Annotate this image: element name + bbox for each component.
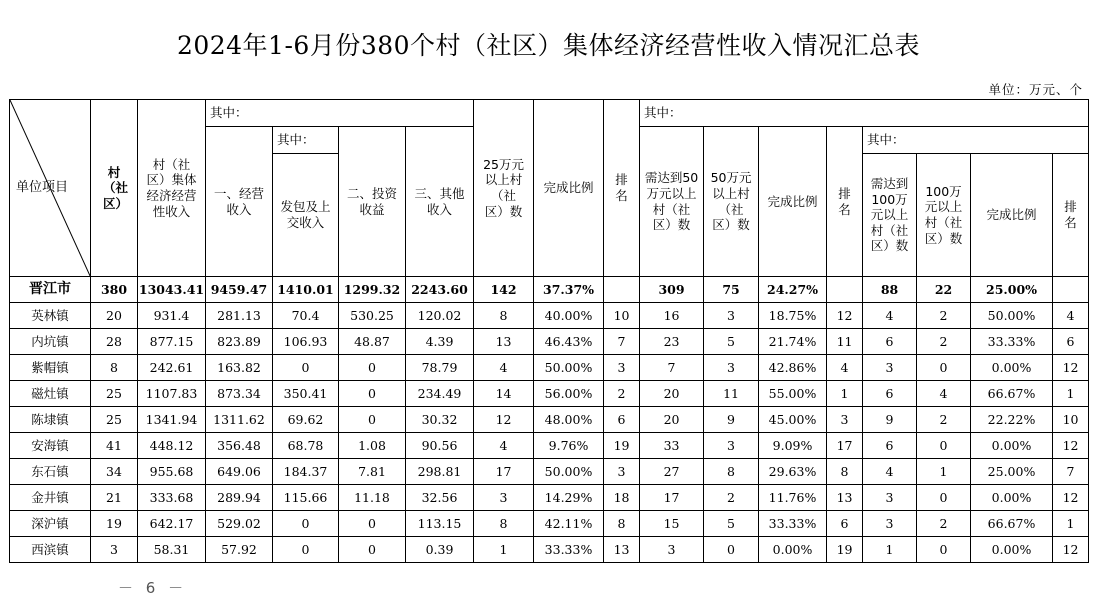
cell-need50: 309 <box>640 277 704 303</box>
cell-operating: 823.89 <box>206 329 273 355</box>
cell-rank1: 18 <box>604 485 640 511</box>
cell-rank1: 8 <box>604 511 640 537</box>
summary-table <box>9 99 1089 563</box>
cell-ratio2: 0.00% <box>759 537 827 563</box>
cell-operating: 529.02 <box>206 511 273 537</box>
cell-name: 东石镇 <box>10 459 91 485</box>
cell-need50: 23 <box>640 329 704 355</box>
table-row <box>10 303 1089 329</box>
cell-operating: 1311.62 <box>206 407 273 433</box>
cell-investment: 1.08 <box>339 433 406 459</box>
cell-investment: 48.87 <box>339 329 406 355</box>
cell-ratio3: 22.22% <box>971 407 1053 433</box>
cell-contract: 350.41 <box>273 381 339 407</box>
cell-income: 333.68 <box>138 485 206 511</box>
cell-income: 242.61 <box>138 355 206 381</box>
cell-other: 30.32 <box>406 407 474 433</box>
cell-rank1: 19 <box>604 433 640 459</box>
cell-investment: 0 <box>339 381 406 407</box>
cell-name: 西滨镇 <box>10 537 91 563</box>
header-villages: 村（社区） <box>91 100 138 277</box>
cell-rank1: 3 <box>604 355 640 381</box>
cell-income: 931.4 <box>138 303 206 329</box>
cell-need100: 4 <box>863 303 917 329</box>
cell-over50: 8 <box>704 459 759 485</box>
cell-investment: 0 <box>339 407 406 433</box>
cell-rank3 <box>1053 277 1089 303</box>
cell-need100: 3 <box>863 511 917 537</box>
cell-rank1: 13 <box>604 537 640 563</box>
header-need100: 需达到100万元以上村（社区）数 <box>863 154 917 277</box>
cell-rank3: 4 <box>1053 303 1089 329</box>
cell-over50: 75 <box>704 277 759 303</box>
cell-villages: 25 <box>91 381 138 407</box>
cell-over25: 14 <box>474 381 534 407</box>
cell-name: 陈埭镇 <box>10 407 91 433</box>
cell-name: 磁灶镇 <box>10 381 91 407</box>
cell-need50: 20 <box>640 381 704 407</box>
header-other: 三、其他收入 <box>406 127 474 277</box>
cell-ratio2: 18.75% <box>759 303 827 329</box>
header-income-total: 村（社区）集体经济经营性收入 <box>138 100 206 277</box>
header-over100: 100万元以上村（社区）数 <box>917 154 971 277</box>
cell-ratio2: 9.09% <box>759 433 827 459</box>
cell-other: 234.49 <box>406 381 474 407</box>
cell-over25: 3 <box>474 485 534 511</box>
cell-over50: 2 <box>704 485 759 511</box>
cell-ratio3: 66.67% <box>971 511 1053 537</box>
cell-need100: 4 <box>863 459 917 485</box>
cell-ratio3: 25.00% <box>971 459 1053 485</box>
cell-other: 90.56 <box>406 433 474 459</box>
cell-need100: 1 <box>863 537 917 563</box>
cell-other: 78.79 <box>406 355 474 381</box>
cell-ratio1: 40.00% <box>534 303 604 329</box>
cell-operating: 289.94 <box>206 485 273 511</box>
header-of-which-targets: 其中： <box>640 100 1089 127</box>
cell-need50: 15 <box>640 511 704 537</box>
table-row <box>10 511 1089 537</box>
cell-rank2: 19 <box>827 537 863 563</box>
cell-name: 内坑镇 <box>10 329 91 355</box>
cell-over25: 142 <box>474 277 534 303</box>
cell-rank1: 7 <box>604 329 640 355</box>
cell-villages: 28 <box>91 329 138 355</box>
table-row <box>10 329 1089 355</box>
cell-ratio2: 11.76% <box>759 485 827 511</box>
cell-ratio2: 42.86% <box>759 355 827 381</box>
cell-contract: 1410.01 <box>273 277 339 303</box>
cell-villages: 3 <box>91 537 138 563</box>
table-row <box>10 537 1089 563</box>
cell-ratio3: 0.00% <box>971 433 1053 459</box>
cell-investment: 1299.32 <box>339 277 406 303</box>
cell-ratio2: 55.00% <box>759 381 827 407</box>
cell-name: 紫帽镇 <box>10 355 91 381</box>
cell-income: 877.15 <box>138 329 206 355</box>
cell-ratio1: 46.43% <box>534 329 604 355</box>
cell-other: 2243.60 <box>406 277 474 303</box>
cell-villages: 25 <box>91 407 138 433</box>
table-row <box>10 381 1089 407</box>
cell-ratio3: 25.00% <box>971 277 1053 303</box>
cell-rank3: 1 <box>1053 381 1089 407</box>
header-over50: 50万元以上村（社区）数 <box>704 127 759 277</box>
cell-rank1 <box>604 277 640 303</box>
cell-rank3: 10 <box>1053 407 1089 433</box>
cell-rank1: 10 <box>604 303 640 329</box>
cell-need100: 6 <box>863 381 917 407</box>
cell-ratio3: 0.00% <box>971 485 1053 511</box>
cell-rank2: 4 <box>827 355 863 381</box>
cell-rank2: 6 <box>827 511 863 537</box>
cell-rank3: 12 <box>1053 537 1089 563</box>
cell-operating: 649.06 <box>206 459 273 485</box>
cell-investment: 0 <box>339 355 406 381</box>
cell-over100: 1 <box>917 459 971 485</box>
cell-contract: 0 <box>273 537 339 563</box>
cell-contract: 106.93 <box>273 329 339 355</box>
header-contract: 发包及上交收入 <box>273 154 339 277</box>
cell-villages: 19 <box>91 511 138 537</box>
cell-need100: 3 <box>863 485 917 511</box>
cell-need100: 9 <box>863 407 917 433</box>
header-rank2: 排名 <box>827 127 863 277</box>
cell-ratio3: 50.00% <box>971 303 1053 329</box>
cell-need50: 3 <box>640 537 704 563</box>
cell-rank3: 12 <box>1053 485 1089 511</box>
header-investment: 二、投资收益 <box>339 127 406 277</box>
header-rank3: 排名 <box>1053 154 1089 277</box>
cell-ratio2: 45.00% <box>759 407 827 433</box>
cell-over100: 2 <box>917 511 971 537</box>
cell-need50: 7 <box>640 355 704 381</box>
cell-investment: 0 <box>339 511 406 537</box>
cell-operating: 873.34 <box>206 381 273 407</box>
cell-other: 4.39 <box>406 329 474 355</box>
header-unit-item-label: 单位项目 <box>16 180 69 195</box>
cell-need100: 6 <box>863 433 917 459</box>
cell-rank2: 11 <box>827 329 863 355</box>
cell-over25: 17 <box>474 459 534 485</box>
header-unit-item <box>10 100 91 277</box>
cell-contract: 184.37 <box>273 459 339 485</box>
cell-ratio1: 42.11% <box>534 511 604 537</box>
cell-contract: 68.78 <box>273 433 339 459</box>
cell-rank3: 12 <box>1053 355 1089 381</box>
cell-villages: 20 <box>91 303 138 329</box>
cell-rank1: 2 <box>604 381 640 407</box>
cell-over25: 1 <box>474 537 534 563</box>
cell-rank2: 1 <box>827 381 863 407</box>
header-need50: 需达到50万元以上村（社区）数 <box>640 127 704 277</box>
table-row <box>10 355 1089 381</box>
cell-over50: 5 <box>704 329 759 355</box>
unit-label: 单位：万元、个 <box>988 82 1083 97</box>
cell-over100: 0 <box>917 485 971 511</box>
cell-ratio3: 0.00% <box>971 537 1053 563</box>
cell-rank2: 12 <box>827 303 863 329</box>
cell-over25: 13 <box>474 329 534 355</box>
cell-contract: 0 <box>273 355 339 381</box>
cell-villages: 41 <box>91 433 138 459</box>
cell-rank1: 6 <box>604 407 640 433</box>
cell-over25: 4 <box>474 355 534 381</box>
cell-rank3: 6 <box>1053 329 1089 355</box>
cell-income: 13043.41 <box>138 277 206 303</box>
cell-other: 113.15 <box>406 511 474 537</box>
cell-other: 0.39 <box>406 537 474 563</box>
cell-income: 955.68 <box>138 459 206 485</box>
cell-over25: 12 <box>474 407 534 433</box>
cell-villages: 380 <box>91 277 138 303</box>
cell-need50: 16 <box>640 303 704 329</box>
cell-over100: 0 <box>917 537 971 563</box>
cell-need50: 27 <box>640 459 704 485</box>
cell-investment: 530.25 <box>339 303 406 329</box>
cell-rank2: 3 <box>827 407 863 433</box>
cell-over100: 2 <box>917 329 971 355</box>
header-of-which-income: 其中： <box>206 100 474 127</box>
cell-ratio1: 33.33% <box>534 537 604 563</box>
cell-operating: 57.92 <box>206 537 273 563</box>
total-row <box>10 277 1089 303</box>
cell-ratio1: 50.00% <box>534 355 604 381</box>
header-over25: 25万元以上村（社区）数 <box>474 100 534 277</box>
cell-over100: 22 <box>917 277 971 303</box>
cell-ratio3: 66.67% <box>971 381 1053 407</box>
cell-rank3: 1 <box>1053 511 1089 537</box>
cell-operating: 9459.47 <box>206 277 273 303</box>
cell-over50: 3 <box>704 303 759 329</box>
header-ratio1: 完成比例 <box>534 100 604 277</box>
cell-over100: 0 <box>917 433 971 459</box>
cell-name: 金井镇 <box>10 485 91 511</box>
cell-over50: 0 <box>704 537 759 563</box>
cell-investment: 0 <box>339 537 406 563</box>
cell-operating: 163.82 <box>206 355 273 381</box>
cell-over50: 11 <box>704 381 759 407</box>
cell-rank3: 7 <box>1053 459 1089 485</box>
cell-ratio3: 33.33% <box>971 329 1053 355</box>
cell-rank2: 17 <box>827 433 863 459</box>
cell-over50: 5 <box>704 511 759 537</box>
cell-ratio1: 56.00% <box>534 381 604 407</box>
cell-operating: 356.48 <box>206 433 273 459</box>
cell-contract: 69.62 <box>273 407 339 433</box>
cell-rank1: 3 <box>604 459 640 485</box>
cell-need100: 3 <box>863 355 917 381</box>
cell-income: 1341.94 <box>138 407 206 433</box>
cell-need50: 33 <box>640 433 704 459</box>
cell-name: 深沪镇 <box>10 511 91 537</box>
cell-over25: 4 <box>474 433 534 459</box>
cell-over100: 4 <box>917 381 971 407</box>
cell-ratio2: 33.33% <box>759 511 827 537</box>
cell-rank2: 8 <box>827 459 863 485</box>
cell-name: 英林镇 <box>10 303 91 329</box>
cell-need100: 6 <box>863 329 917 355</box>
cell-over25: 8 <box>474 511 534 537</box>
cell-over100: 2 <box>917 303 971 329</box>
cell-over25: 8 <box>474 303 534 329</box>
header-operating: 一、经营收入 <box>206 127 273 277</box>
table-row <box>10 485 1089 511</box>
cell-over100: 2 <box>917 407 971 433</box>
cell-over50: 3 <box>704 355 759 381</box>
cell-contract: 115.66 <box>273 485 339 511</box>
header-of-which-operating: 其中： <box>273 127 339 154</box>
header-of-which-100: 其中： <box>863 127 1089 154</box>
cell-rank3: 12 <box>1053 433 1089 459</box>
page-number: － 6 － <box>118 579 188 597</box>
cell-name: 安海镇 <box>10 433 91 459</box>
cell-over100: 0 <box>917 355 971 381</box>
cell-contract: 70.4 <box>273 303 339 329</box>
cell-ratio1: 37.37% <box>534 277 604 303</box>
cell-name: 晋江市 <box>10 277 91 303</box>
header-rank1: 排名 <box>604 100 640 277</box>
cell-need100: 88 <box>863 277 917 303</box>
cell-over50: 3 <box>704 433 759 459</box>
cell-ratio3: 0.00% <box>971 355 1053 381</box>
cell-need50: 17 <box>640 485 704 511</box>
cell-ratio1: 9.76% <box>534 433 604 459</box>
cell-contract: 0 <box>273 511 339 537</box>
cell-other: 32.56 <box>406 485 474 511</box>
cell-other: 120.02 <box>406 303 474 329</box>
cell-ratio1: 50.00% <box>534 459 604 485</box>
cell-villages: 34 <box>91 459 138 485</box>
page-title: 2024年1-6月份380个村（社区）集体经济经营性收入情况汇总表 <box>176 31 921 60</box>
cell-operating: 281.13 <box>206 303 273 329</box>
cell-income: 642.17 <box>138 511 206 537</box>
cell-over50: 9 <box>704 407 759 433</box>
cell-rank2 <box>827 277 863 303</box>
header-ratio2: 完成比例 <box>759 127 827 277</box>
cell-ratio1: 14.29% <box>534 485 604 511</box>
cell-villages: 8 <box>91 355 138 381</box>
cell-income: 1107.83 <box>138 381 206 407</box>
cell-investment: 11.18 <box>339 485 406 511</box>
cell-income: 58.31 <box>138 537 206 563</box>
cell-need50: 20 <box>640 407 704 433</box>
cell-rank2: 13 <box>827 485 863 511</box>
cell-ratio2: 24.27% <box>759 277 827 303</box>
cell-ratio2: 21.74% <box>759 329 827 355</box>
cell-ratio2: 29.63% <box>759 459 827 485</box>
table-row <box>10 459 1089 485</box>
header-ratio3: 完成比例 <box>971 154 1053 277</box>
cell-other: 298.81 <box>406 459 474 485</box>
table-row <box>10 433 1089 459</box>
cell-income: 448.12 <box>138 433 206 459</box>
table-row <box>10 407 1089 433</box>
cell-investment: 7.81 <box>339 459 406 485</box>
cell-villages: 21 <box>91 485 138 511</box>
cell-ratio1: 48.00% <box>534 407 604 433</box>
